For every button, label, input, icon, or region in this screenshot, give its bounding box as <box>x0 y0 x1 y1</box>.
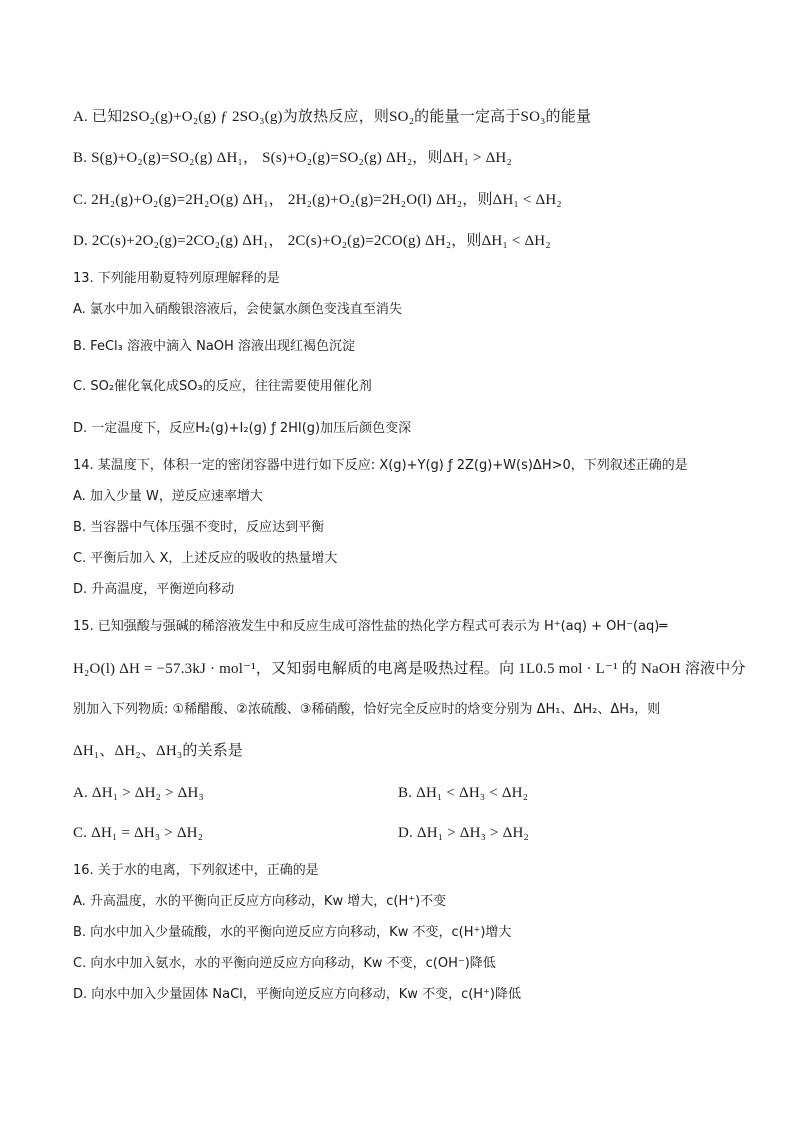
line-q14-c: C. 平衡后加入 X，上述反应的吸收的热量增大 <box>73 551 338 566</box>
line-q16-d: D. 向水中加入少量固体 NaCl，平衡向逆反应方向移动，Kw 不变，c(H⁺)降低 <box>73 987 522 1002</box>
line-q12-c: C. 2H₂(g)+O₂(g)=2H₂O(g) ΔH₁， 2H₂(g)+O₂(g)=2H₂O(l) ΔH₂，则ΔH₁ < ΔH₂ <box>73 192 562 208</box>
line-q13-c: C. SO₂催化氧化成SO₃的反应，往往需要使用催化剂 <box>73 379 372 394</box>
line-q13-a: A. 氯水中加入硝酸银溶液后，会使氯水颜色变浅直至消失 <box>73 302 402 317</box>
line-q15-4: ΔH₁、ΔH₂、ΔH₃的关系是 <box>73 743 244 759</box>
line-q14-d: D. 升高温度，平衡逆向移动 <box>73 582 235 597</box>
q15-option-d: D. ΔH₁ > ΔH₃ > ΔH₂ <box>398 825 529 841</box>
line-q12-d: D. 2C(s)+2O₂(g)=2CO₂(g) ΔH₁， 2C(s)+O₂(g)=2CO(g) ΔH₂，则ΔH₁ < ΔH₂ <box>73 233 551 249</box>
q15-option-b: B. ΔH₁ < ΔH₃ < ΔH₂ <box>398 785 529 801</box>
line-q14-a: A. 加入少量 W，逆反应速率增大 <box>73 489 263 504</box>
line-q13-b: B. FeCl₃ 溶液中滴入 NaOH 溶液出现红褐色沉淀 <box>73 339 355 354</box>
line-q16-a: A. 升高温度，水的平衡向正反应方向移动，Kw 增大，c(H⁺)不变 <box>73 894 447 909</box>
line-q14-b: B. 当容器中气体压强不变时，反应达到平衡 <box>73 520 325 535</box>
line-q14: 14. 某温度下，体积一定的密闭容器中进行如下反应: X(g)+Y(g) ƒ 2Z(g)+W(s)ΔH>0，下列叙述正确的是 <box>73 458 688 473</box>
line-q12-a: A. 已知2SO₂(g)+O₂(g) ƒ 2SO₃(g)为放热反应，则SO₂的能量一定高于SO₃的能量 <box>73 109 592 125</box>
line-q15-3: 别加入下列物质: ①稀醋酸、②浓硫酸、③稀硝酸，恰好完全反应时的焓变分别为 ΔH₁、ΔH₂、ΔH₃，则 <box>73 702 661 717</box>
q15-option-c: C. ΔH₁ = ΔH₃ > ΔH₂ <box>73 825 204 841</box>
line-q15-2: H₂O(l) ΔH = −57.3kJ · mol⁻¹，又知弱电解质的电离是吸热过程。向 1L0.5 mol · L⁻¹ 的 NaOH 溶液中分 <box>73 661 746 677</box>
line-q16: 16. 关于水的电离，下列叙述中，正确的是 <box>73 863 319 878</box>
line-q12-b: B. S(g)+O₂(g)=SO₂(g) ΔH₁， S(s)+O₂(g)=SO₂(g) ΔH₂，则ΔH₁ > ΔH₂ <box>73 150 512 166</box>
line-q15-1: 15. 已知强酸与强碱的稀溶液发生中和反应生成可溶性盐的热化学方程式可表示为 H⁺(aq) + OH⁻(aq)═ <box>73 619 668 634</box>
line-q16-b: B. 向水中加入少量硫酸，水的平衡向逆反应方向移动，Kw 不变，c(H⁺)增大 <box>73 925 512 940</box>
q15-option-a: A. ΔH₁ > ΔH₂ > ΔH₃ <box>73 785 204 801</box>
line-q16-c: C. 向水中加入氨水，水的平衡向逆反应方向移动，Kw 不变，c(OH⁻)降低 <box>73 956 496 971</box>
line-q13: 13. 下列能用勒夏特列原理解释的是 <box>73 271 280 286</box>
line-q13-d: D. 一定温度下，反应H₂(g)+I₂(g) ƒ 2HI(g)加压后颜色变深 <box>73 421 412 436</box>
